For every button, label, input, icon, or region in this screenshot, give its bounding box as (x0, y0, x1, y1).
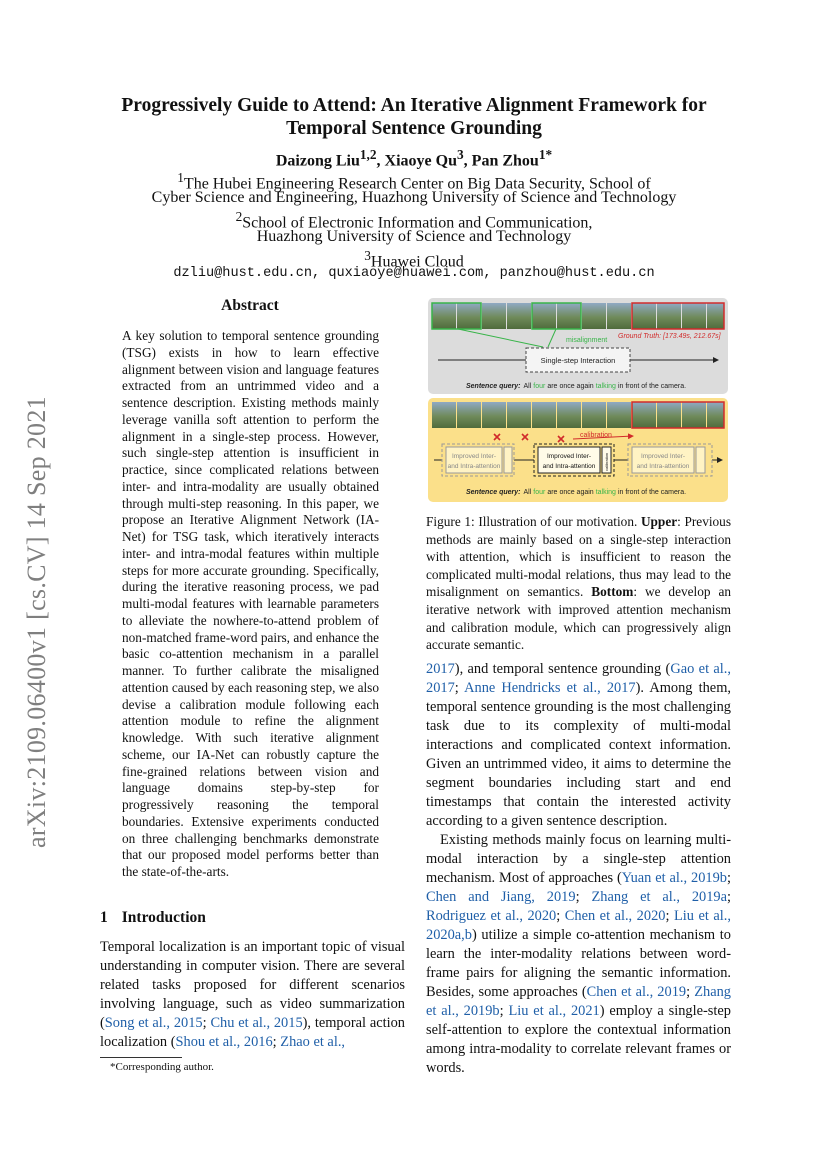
citation-link[interactable]: Yuan et al., 2019b (621, 870, 727, 886)
ground-truth-label: Ground Truth: [173.49s, 212.67s] (618, 333, 721, 340)
figure-1 (428, 298, 728, 502)
aff-text: School of Electronic Information and Communication, (242, 214, 593, 232)
misalignment-label: misalignment (566, 337, 608, 344)
author-sup: 1* (538, 147, 553, 162)
block-calib-text: calibration (604, 452, 609, 471)
section-heading-introduction (100, 909, 206, 927)
citation-link[interactable]: Zhang et al., 2019a (591, 889, 727, 905)
author-name: Pan Zhou (471, 152, 539, 170)
citation-link[interactable]: Zhao et al., (280, 1034, 346, 1050)
single-step-label: Single-step Interaction (540, 356, 616, 365)
text-run: ; (202, 1015, 211, 1031)
citation-link[interactable]: Anne Hendricks et al., 2017 (464, 680, 636, 696)
iter-block-center (534, 444, 614, 476)
block-text: Improved Inter- (640, 453, 686, 460)
svg-text:Sentence query:Allfourareonce: Sentence query: All four are once again talking in front of the camera. (466, 383, 687, 390)
svg-text:Sentence query:Allfourareonce: Sentence query: All four are once again talking in front of the camera. (466, 489, 687, 496)
iter-block-right (628, 444, 712, 476)
intro-paragraph (426, 831, 731, 1078)
block-text: Improved Inter- (451, 453, 497, 460)
intro-paragraph (426, 660, 731, 831)
author-emails: dzliu@hust.edu.cn, quxiaoye@huawei.com, panzhou@hust.edu.cn (173, 266, 655, 281)
footnote-rule (100, 1057, 182, 1058)
block-text: and Intra-attention (636, 463, 690, 470)
video-frames-lower (432, 402, 724, 428)
abstract-heading: Abstract (221, 297, 279, 314)
text-run: ). Among them, temporal sentence grounding is the most challenging task due to its complexity of multi-modal interactions and complicated context information. Given an untrimmed video, it aims to determine the segment boundaries including start and end timestamps that contain the interested activity according to a given sentence description. (426, 680, 731, 829)
block-text: Improved Inter- (546, 453, 592, 460)
citation-link[interactable]: Chen and Jiang, 2019 (426, 889, 576, 905)
aff-sup: 1 (177, 170, 184, 185)
text-run: ), temporal action localization ( (100, 1015, 405, 1050)
text-run: ), and temporal sentence grounding ( (454, 661, 671, 677)
aff-text: Huawei Cloud (370, 253, 464, 271)
block-text: and Intra-attention (447, 463, 501, 470)
citation-link[interactable]: Zhang et al., 2019b (426, 984, 731, 1019)
author-list: Daizong Liu$^{1,2}$, Xiaoye Qu$^3$, Pan Zhou$^{1*}$ (275, 147, 553, 170)
citation-link[interactable]: Liu et al., 2020a,b (426, 908, 731, 943)
affiliation-2-line-2: Huazhong University of Science and Technology (256, 228, 572, 245)
citation-link[interactable]: Shou et al., 2016 (175, 1034, 273, 1050)
aff-sup: 2 (235, 209, 243, 224)
block-text: and Intra-attention (542, 463, 596, 470)
text-run: ; (272, 1034, 281, 1050)
sentence-query-upper (466, 383, 686, 390)
author-sup: 1,2 (359, 147, 377, 162)
text-run: ; (454, 680, 465, 696)
text-run: ; (686, 984, 695, 1000)
author-name: Xiaoye Qu (384, 152, 457, 170)
citation-link[interactable]: Rodriguez et al., 2020 (426, 908, 557, 924)
title-line-1: Progressively Guide to Attend: An Iterative Alignment Framework for (121, 95, 707, 116)
caption-text: : Previous methods are mainly based on a single-step interaction with attention, which is insufficient to reason the complicated multi-modal relations, thus may lead to the misalignment on semantics. (426, 514, 732, 600)
citation-link[interactable]: Chen et al., 2019 (586, 984, 687, 1000)
text-run: Temporal localization is an important topic of visual understanding in computer vision. There are several related tasks proposed for different scenarios involving language, such as video summarization ( (100, 939, 405, 1031)
text-run: ; (575, 889, 592, 905)
text-run: ) employ a single-step self-attention to explore the contextual information among intra-modality to correlate relevant frames or words. (426, 1003, 731, 1076)
iter-block-left (442, 444, 514, 476)
text-run: Existing methods mainly focus on learning multi-modal interaction by a single-step attention mechanism. Most of approaches ( (426, 832, 731, 886)
figure-1-graphic (428, 298, 728, 502)
intro-left-column (100, 938, 405, 1052)
figure-1-caption (426, 513, 731, 654)
aff-text: The Hubei Engineering Research Center on Big Data Security, School of (183, 175, 651, 193)
sentence-query-lower (466, 489, 686, 496)
aff-sup: 3 (364, 248, 371, 263)
intro-right-column (426, 660, 731, 1078)
citation-link[interactable]: Chen et al., 2020 (564, 908, 666, 924)
text-run: ; (665, 908, 674, 924)
caption-text: : we develop an iterative network with improved attention mechanism and calibration module, which can progressively align accurate semantic. (426, 584, 731, 653)
caption-bold: Bottom (591, 584, 634, 600)
video-frames-upper (432, 303, 724, 329)
section-title: Introduction (121, 909, 206, 926)
text-run: ) utilize a simple co-attention mechanism to learn the inter-modality relations between word-frame pairs for aligning the semantic information. Besides, some approaches ( (426, 927, 731, 1000)
caption-bold: Upper (640, 514, 678, 529)
caption-label: Figure 1: Illustration of our motivation. (426, 514, 638, 529)
text-run: ; (556, 908, 565, 924)
title-line-2: Temporal Sentence Grounding (286, 118, 542, 139)
citation-link[interactable]: Chu et al., 2015 (210, 1015, 303, 1031)
text-run: ; (727, 889, 731, 905)
footnote: *Corresponding author. (110, 1061, 214, 1073)
text-run: ; (727, 870, 731, 886)
affiliation-1-line-2: Cyber Science and Engineering, Huazhong University of Science and Technology (151, 189, 677, 206)
section-number: 1 (100, 909, 108, 926)
author-sup: 3 (457, 147, 464, 162)
author-name: Daizong Liu (275, 152, 360, 170)
citation-link[interactable]: Song et al., 2015 (104, 1015, 203, 1031)
intro-paragraph (100, 938, 405, 1052)
arxiv-stamp: arXiv:2109.06400v1 [cs.CV] 14 Sep 2021 (22, 396, 51, 848)
text-run: ; (499, 1003, 509, 1019)
paper-title (60, 94, 768, 140)
citation-link[interactable]: 2017 (426, 661, 455, 677)
citation-link[interactable]: Liu et al., 2021 (508, 1003, 600, 1019)
abstract-body: A key solution to temporal sentence grounding (TSG) exists in how to learn effective alignment between vision and language features extracted from an untrimmed video and a sentence description. Existing methods mainly leverage vanilla soft attention to perform the alignment in a single-step process. However, such single-step attention is insufficient in practice, since complicated relations between inter- and intra-modality are usually obtained through multi-step reasoning. In this paper, we propose an Iterative Alignment Network (IA-Net) for TSG task, which iteratively interacts inter- and intra-modal features within multiple steps for more accurate grounding. Specifically, during the iterative reasoning process, we pad multi-modal features with learnable parameters to alleviate the nowhere-to-attend problem of non-matched frame-word pairs, and enhance the basic co-attention mechanism in a parallel manner. To further calibrate the misaligned attention caused by each reasoning step, we also devise a calibration module following each attention module to refine the alignment knowledge. With such iterative alignment scheme, our IA-Net can robustly capture the fine-grained relations between vision and language domains step-by-step for progressively reasoning the temporal boundaries. Extensive experiments conducted on three challenging benchmarks demonstrate that our proposed model performs better than the state-of-the-arts. (122, 328, 379, 879)
calibration-label: calibration (580, 432, 612, 439)
citation-link[interactable]: Gao et al., 2017 (426, 661, 732, 696)
